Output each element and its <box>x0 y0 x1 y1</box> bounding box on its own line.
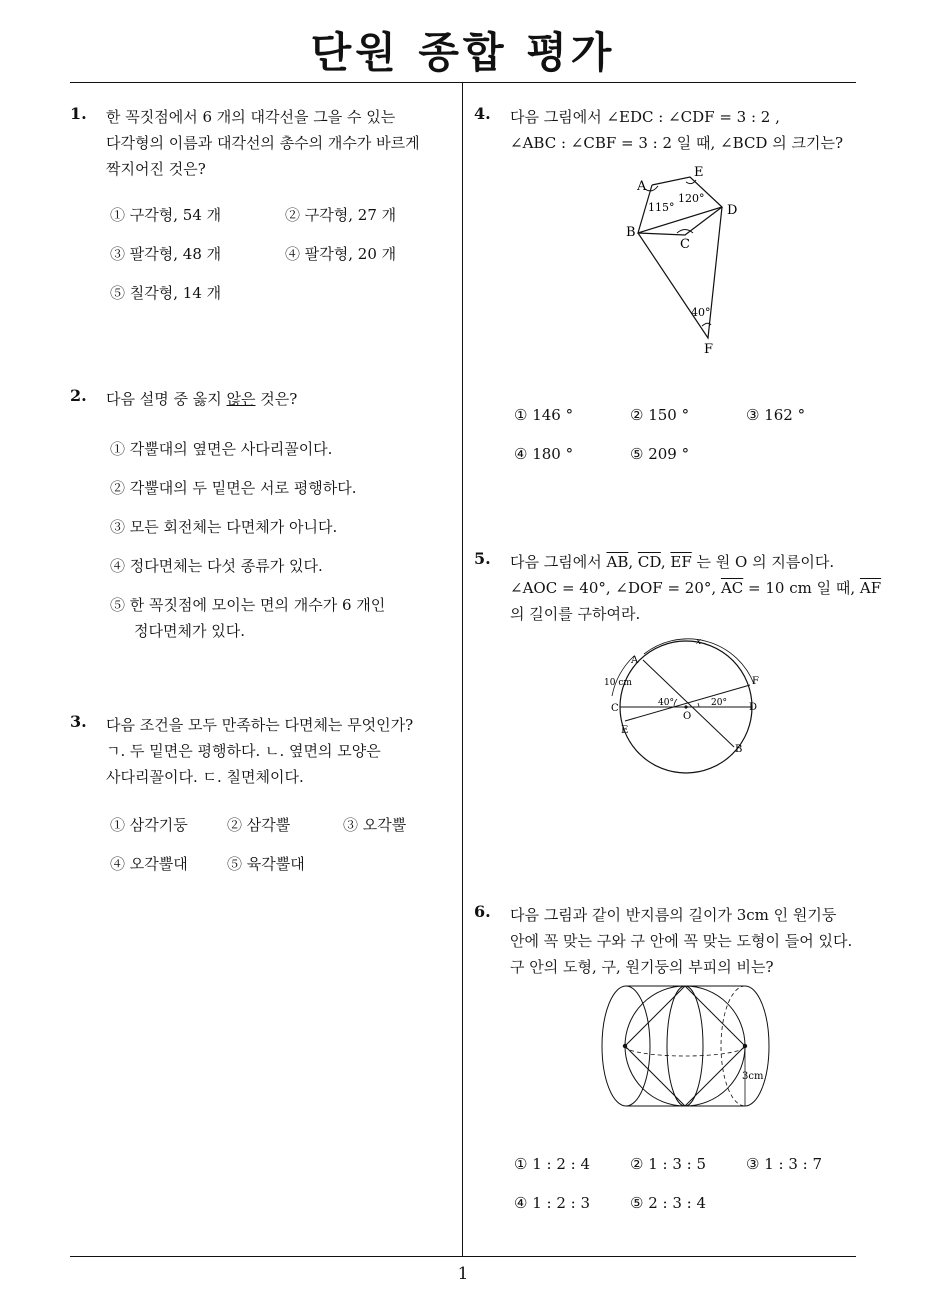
text-segment: 다음 그림에서 <box>510 553 607 571</box>
text-segment: , <box>660 553 671 571</box>
question-text <box>510 902 860 980</box>
choice-5[interactable]: ⑤ 2 : 3 : 4 <box>630 1194 707 1212</box>
label-3cm: 3cm <box>742 1071 764 1082</box>
angle-120: 120° <box>678 192 705 205</box>
choice-5[interactable]: ⑤ 칠각형, 14 개 <box>110 284 222 302</box>
segment-cd: $\overline{CD}$ <box>637 553 661 571</box>
choice-1[interactable]: ① 146 ° <box>514 406 574 424</box>
label-x: x <box>696 637 702 647</box>
question-text <box>106 712 456 790</box>
label-a: A <box>631 655 639 666</box>
choice-2[interactable]: ② 150 ° <box>630 406 690 424</box>
choice-4[interactable]: ④ 180 ° <box>514 445 574 463</box>
segment-ef: $\overline{EF}$ <box>670 553 692 571</box>
text-segment: 는 원 O 의 지름이다. <box>691 553 835 571</box>
choice-4[interactable]: ④ 1 : 2 : 3 <box>514 1194 591 1212</box>
question-number: 3. <box>70 712 87 731</box>
question-number: 6. <box>474 902 491 921</box>
question-line: 다음 조건을 모두 만족하는 다면체는 무엇인가? <box>106 716 414 734</box>
choice-4[interactable]: ④ 오각뿔대 <box>110 855 188 873</box>
angle-40: 40° <box>658 698 674 708</box>
choice-2[interactable]: ② 1 : 3 : 5 <box>630 1155 707 1173</box>
choice-5[interactable]: ⑤ 육각뿔대 <box>227 855 305 873</box>
footer-rule <box>70 1256 856 1257</box>
label-d: D <box>749 702 758 713</box>
column-divider <box>462 83 463 1256</box>
question-number: 5. <box>474 549 491 568</box>
label-e: E <box>621 725 629 736</box>
segment-ab: $\overline{AB}$ <box>606 553 629 571</box>
choice-3[interactable]: ③ 오각뿔 <box>343 816 407 834</box>
question-line <box>510 549 860 575</box>
choice-3[interactable]: ③ 162 ° <box>746 406 806 424</box>
choice-3[interactable]: ③ 1 : 3 : 7 <box>746 1155 823 1173</box>
question-text <box>510 549 882 627</box>
text-segment: , <box>628 553 638 571</box>
choice-1[interactable]: ① 1 : 2 : 4 <box>514 1155 591 1173</box>
circle-figure <box>600 632 770 798</box>
choice-1[interactable]: ① 각뿔대의 옆면은 사다리꼴이다. <box>110 440 333 458</box>
underlined-word: 않은 <box>226 390 256 408</box>
question-line: 안에 꼭 맞는 구와 구 안에 꼭 맞는 도형이 들어 있다. <box>510 932 853 950</box>
label-c: C <box>680 237 690 252</box>
choice-5-continued: 정다면체가 있다. <box>134 622 245 640</box>
question-line: 사다리꼴이다. ㄷ. 칠면체이다. <box>106 768 304 786</box>
question-line: 다각형의 이름과 대각선의 총수의 개수가 바르게 <box>106 134 420 152</box>
question-line: 의 길이를 구하여라. <box>510 605 641 623</box>
label-b: B <box>626 225 636 240</box>
arc-af: $\overline{AF}$ <box>859 579 882 597</box>
choice-2[interactable]: ② 삼각뿔 <box>227 816 291 834</box>
text-segment: ∠AOC = 40°, ∠DOF = 20°, <box>510 579 721 597</box>
question-line <box>106 386 456 412</box>
page-title: 단원 종합 평가 <box>310 28 616 77</box>
label-c: C <box>611 703 619 714</box>
choice-2[interactable]: ② 각뿔대의 두 밑면은 서로 평행하다. <box>110 479 357 497</box>
angle-20: 20° <box>711 698 727 708</box>
question-number: 1. <box>70 104 87 123</box>
angle-40: 40° <box>691 306 711 319</box>
page-number: 1 <box>457 1264 469 1284</box>
polygon-figure <box>600 160 760 360</box>
label-f: F <box>704 342 714 357</box>
header-rule <box>70 82 856 83</box>
choice-3[interactable]: ③ 모든 회전체는 다면체가 아니다. <box>110 518 338 536</box>
choice-4[interactable]: ④ 팔각형, 20 개 <box>285 245 397 263</box>
question-text <box>510 104 860 156</box>
choice-2[interactable]: ② 구각형, 27 개 <box>285 206 397 224</box>
choice-4[interactable]: ④ 정다면체는 다섯 종류가 있다. <box>110 557 323 575</box>
choice-1[interactable]: ① 구각형, 54 개 <box>110 206 222 224</box>
angle-115: 115° <box>648 201 675 214</box>
label-f: F <box>752 676 759 687</box>
question-line: 다음 그림과 같이 반지름의 길이가 3cm 인 원기둥 <box>510 906 837 924</box>
label-e: E <box>694 165 704 180</box>
text-segment: 것은? <box>255 390 298 408</box>
choice-1[interactable]: ① 삼각기둥 <box>110 816 188 834</box>
text-segment: 다음 설명 중 옳지 <box>106 390 227 408</box>
question-line: 구 안의 도형, 구, 원기둥의 부피의 비는? <box>510 958 774 976</box>
label-a: A <box>637 179 647 194</box>
question-text <box>106 104 456 182</box>
question-number: 2. <box>70 386 87 405</box>
question-line: ㄱ. 두 밑면은 평행하다. ㄴ. 옆면의 모양은 <box>106 742 381 760</box>
choice-5[interactable]: ⑤ 한 꼭짓점에 모이는 면의 개수가 6 개인 <box>110 596 386 614</box>
label-b: B <box>735 744 743 755</box>
question-line: 다음 그림에서 ∠EDC : ∠CDF = 3 : 2 , <box>510 108 780 126</box>
question-number: 4. <box>474 104 491 123</box>
arc-ac: $\overline{AC}$ <box>720 579 744 597</box>
question-line: 짝지어진 것은? <box>106 160 206 178</box>
choice-5[interactable]: ⑤ 209 ° <box>630 445 690 463</box>
question-text <box>106 386 456 412</box>
question-line <box>510 575 882 601</box>
label-10cm: 10 cm <box>604 678 632 688</box>
question-line: 한 꼭짓점에서 6 개의 대각선을 그을 수 있는 <box>106 108 396 126</box>
cylinder-figure <box>592 982 778 1112</box>
label-o: O <box>683 711 692 722</box>
text-segment: = 10 cm 일 때, <box>743 579 860 597</box>
question-line: ∠ABC : ∠CBF = 3 : 2 일 때, ∠BCD 의 크기는? <box>510 134 843 152</box>
label-d: D <box>727 203 738 218</box>
choice-3[interactable]: ③ 팔각형, 48 개 <box>110 245 222 263</box>
